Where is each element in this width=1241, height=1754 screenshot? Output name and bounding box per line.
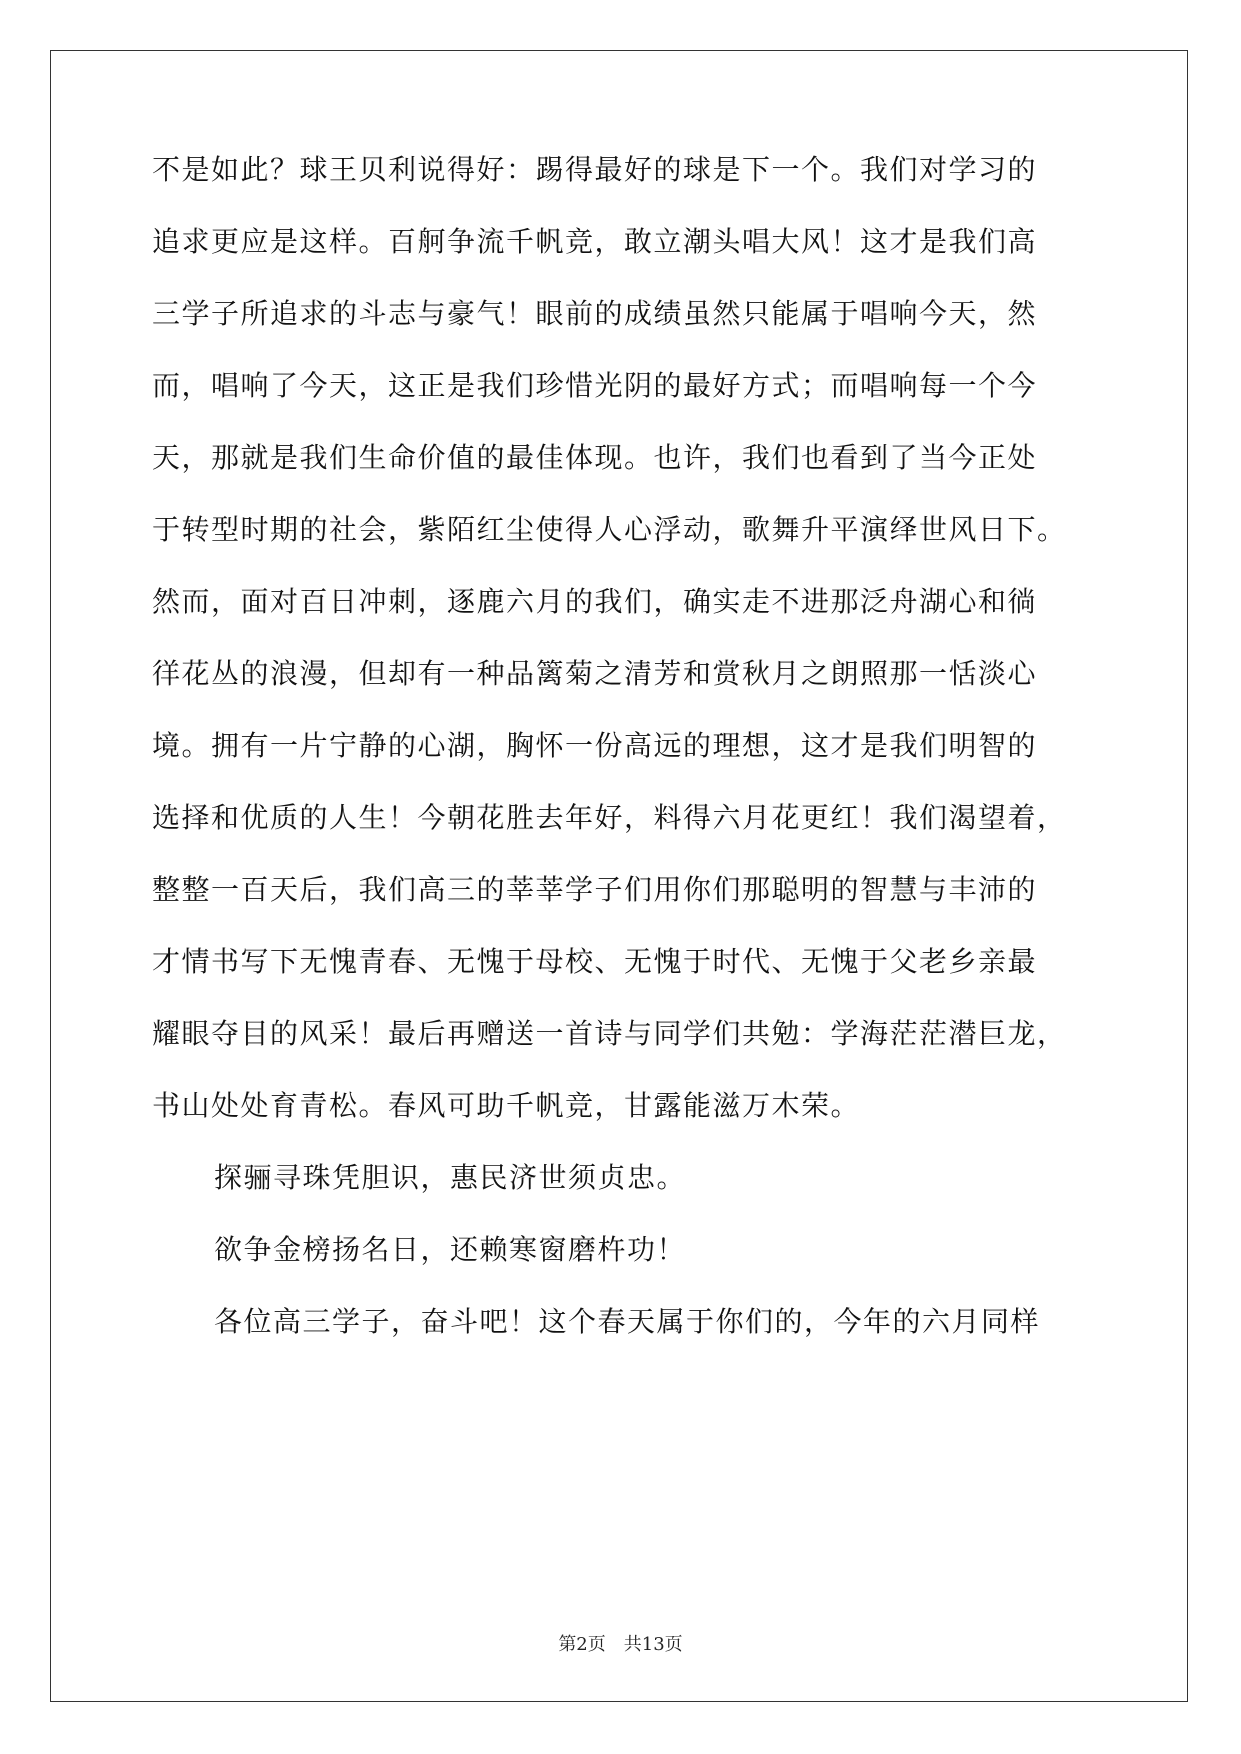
text-line-3: 三学子所追求的斗志与豪气！眼前的成绩虽然只能属于唱响今天，然 (152, 297, 1038, 330)
text-line-2: 追求更应是这样。百舸争流千帆竞，敢立潮头唱大风！这才是我们高 (152, 225, 1038, 258)
text-line-11: 整整一百天后，我们高三的莘莘学子们用你们那聪明的智慧与丰沛的 (152, 873, 1038, 906)
text-line-9: 境。拥有一片宁静的心湖，胸怀一份高远的理想，这才是我们明智的 (152, 729, 1038, 762)
closing-paragraph-line: 各位高三学子，奋斗吧！这个春天属于你们的，今年的六月同样 (214, 1305, 1041, 1338)
text-line-6: 于转型时期的社会，紫陌红尘使得人心浮动，歌舞升平演绎世风日下。 (152, 513, 1067, 546)
text-line-14: 书山处处育青松。春风可助千帆竞，甘露能滋万木荣。 (152, 1089, 861, 1122)
poem-line-2: 欲争金榜扬名日，还赖寒窗磨杵功！ (214, 1233, 687, 1266)
poem-line-1: 探骊寻珠凭胆识，惠民济世须贞忠。 (214, 1161, 687, 1194)
text-line-5: 天，那就是我们生命价值的最佳体现。也许，我们也看到了当今正处 (152, 441, 1038, 474)
text-line-10: 选择和优质的人生！今朝花胜去年好，料得六月花更红！我们渴望着， (152, 801, 1067, 834)
text-line-1: 不是如此？球王贝利说得好：踢得最好的球是下一个。我们对学习的 (152, 153, 1038, 186)
text-line-13: 耀眼夺目的风采！最后再赠送一首诗与同学们共勉：学海茫茫潜巨龙， (152, 1017, 1067, 1050)
text-line-4: 而，唱响了今天，这正是我们珍惜光阴的最好方式；而唱响每一个今 (152, 369, 1038, 402)
text-line-12: 才情书写下无愧青春、无愧于母校、无愧于时代、无愧于父老乡亲最 (152, 945, 1038, 978)
page-number-footer: 第2页 共13页 (558, 1634, 683, 1655)
text-line-7: 然而，面对百日冲刺，逐鹿六月的我们，确实走不进那泛舟湖心和徜 (152, 585, 1038, 618)
text-line-8: 徉花丛的浪漫，但却有一种品篱菊之清芳和赏秋月之朗照那一恬淡心 (152, 657, 1038, 690)
